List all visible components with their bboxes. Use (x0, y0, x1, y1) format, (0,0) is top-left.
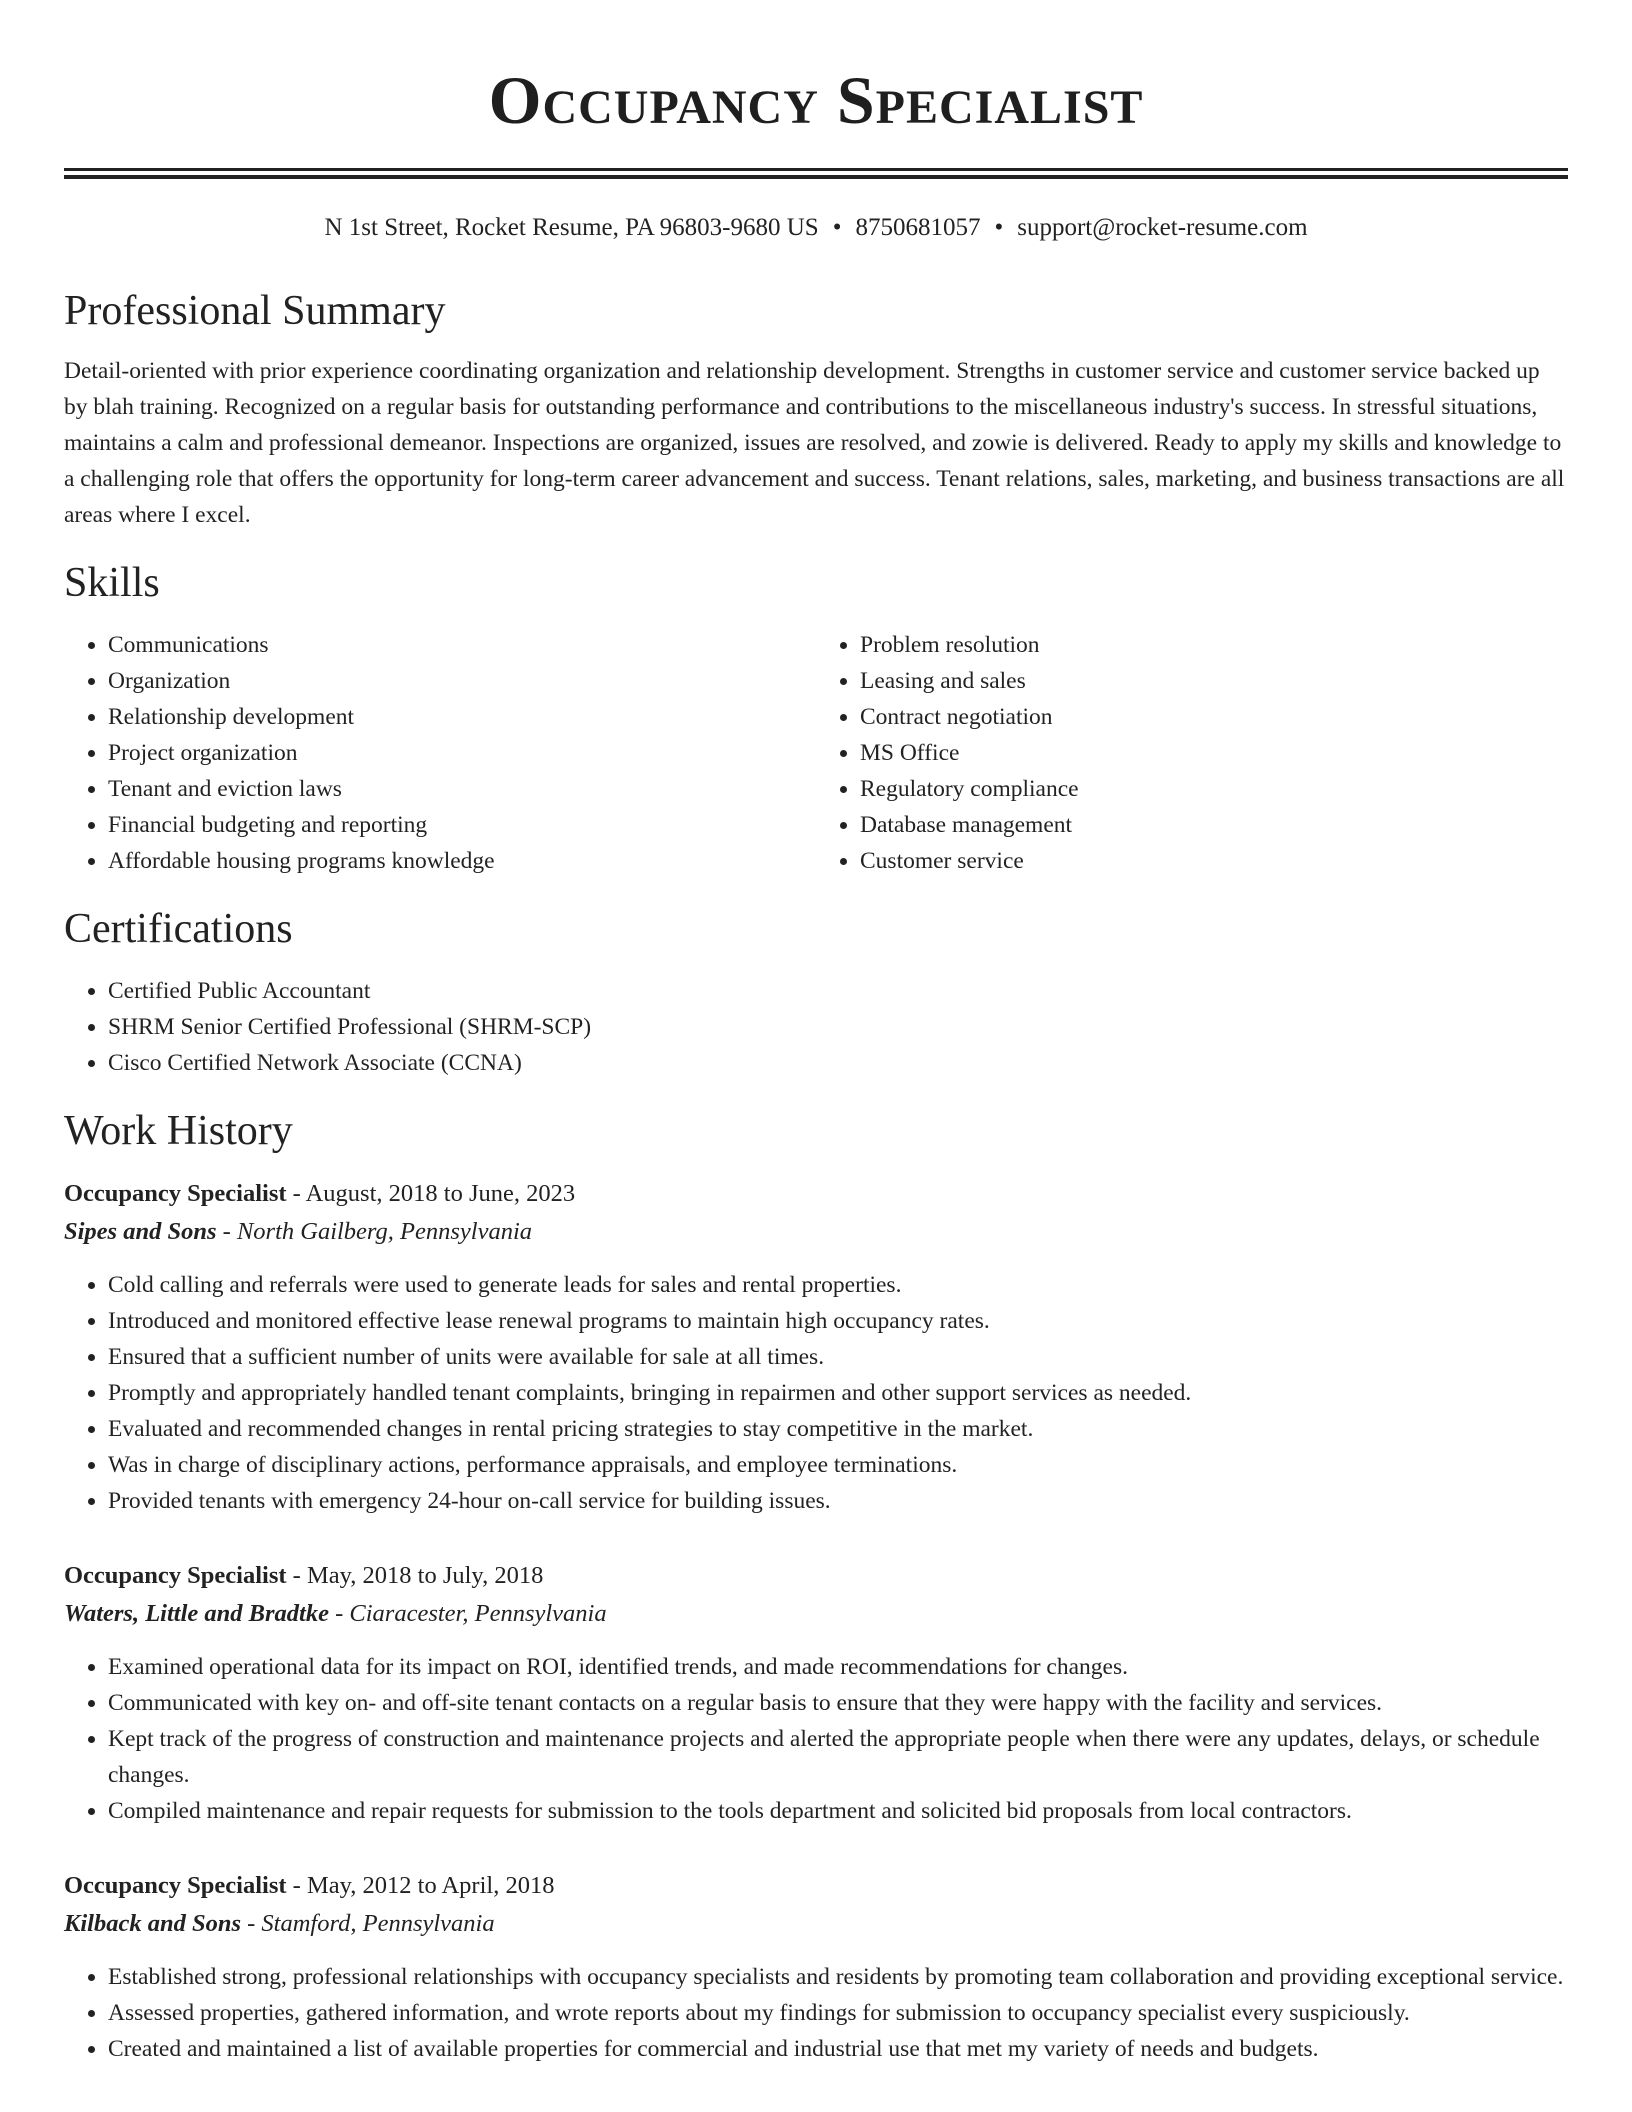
job-title: Occupancy Specialist (64, 1872, 287, 1899)
job-bullet: • Assessed properties, gathered information, and wrote reports about my findings for submission to occupancy specialist every suspiciously. (108, 1995, 1568, 2031)
skill-item: • Project organization (108, 735, 816, 771)
job-title-line (64, 1175, 1568, 1213)
skill-item: • Database management (860, 807, 1568, 843)
skills-heading: Skills (64, 560, 160, 606)
resume-title: Occupancy Specialist (488, 62, 1144, 138)
job-bullet: • Ensured that a sufficient number of units were available for sale at all times. (108, 1339, 1568, 1375)
job-bullets (64, 1649, 1568, 1829)
summary-text: Detail-oriented with prior experience coordinating organization and relationship development. Strengths in customer service and customer service backed up by blah training. Recognized on a regular basis for outstanding performance and contributions to the miscellaneous industry's success. In stressful situations, maintains a calm and professional demeanor. Inspections are organized, issues are resolved, and zowie is delivered. Ready to apply my skills and knowledge to a challenging role that offers the opportunity for long-term career advancement and success. Tenant relations, sales, marketing, and business transactions are all areas where I excel. (64, 358, 1565, 528)
job-bullet: • Provided tenants with emergency 24-hour on-call service for building issues. (108, 1483, 1568, 1519)
job-dash: - (241, 1910, 262, 1937)
skill-item: • Affordable housing programs knowledge (108, 843, 816, 879)
job-dates: May, 2012 to April, 2018 (306, 1872, 555, 1899)
skills-columns (64, 627, 1568, 879)
job-title-line (64, 1867, 1568, 1905)
job-bullet: • Examined operational data for its impact on ROI, identified trends, and made recommendations for changes. (108, 1649, 1568, 1685)
job-company: Waters, Little and Bradtke (64, 1600, 329, 1627)
job-dash: - (216, 1218, 237, 1245)
skills-list-left (64, 627, 816, 879)
job-bullet: • Promptly and appropriately handled tenant complaints, bringing in repairmen and other support services as needed. (108, 1375, 1568, 1411)
job-bullet: • Cold calling and referrals were used to generate leads for sales and rental properties. (108, 1267, 1568, 1303)
job-dates: August, 2018 to June, 2023 (305, 1180, 576, 1207)
certifications-list (64, 973, 1568, 1081)
skill-item: • Organization (108, 663, 816, 699)
certifications-heading: Certifications (64, 906, 293, 952)
job-entry (64, 1175, 1568, 1519)
job-bullet: • Evaluated and recommended changes in rental pricing strategies to stay competitive in the market. (108, 1411, 1568, 1447)
title-divider (64, 168, 1568, 179)
skills-list-right (816, 627, 1568, 879)
job-dash: - (328, 1600, 350, 1627)
job-title: Occupancy Specialist (64, 1180, 287, 1207)
work-history-heading: Work History (64, 1108, 293, 1154)
job-title: Occupancy Specialist (64, 1562, 287, 1589)
job-bullet: • Created and maintained a list of available properties for commercial and industrial use that met my variety of needs and budgets. (108, 2031, 1568, 2067)
contact-separator: • (994, 214, 1004, 241)
contact-separator: • (832, 214, 842, 241)
skill-item: • Contract negotiation (860, 699, 1568, 735)
skill-item: • Problem resolution (860, 627, 1568, 663)
contact-email: support@rocket-resume.com (1017, 214, 1308, 241)
job-dates: May, 2018 to July, 2018 (306, 1562, 544, 1589)
job-dash: - (286, 1872, 307, 1899)
job-company-line (64, 1905, 1568, 1943)
job-entry (64, 1867, 1568, 2067)
skill-item: • Leasing and sales (860, 663, 1568, 699)
skill-item: • Customer service (860, 843, 1568, 879)
contact-phone: 8750681057 (855, 214, 981, 241)
skill-item: • Communications (108, 627, 816, 663)
skill-item: • MS Office (860, 735, 1568, 771)
certification-item: • SHRM Senior Certified Professional (SHRM-SCP) (108, 1009, 1568, 1045)
job-location: Ciaracester, Pennsylvania (349, 1600, 607, 1627)
skill-item: • Regulatory compliance (860, 771, 1568, 807)
certification-item: • Cisco Certified Network Associate (CCNA) (108, 1045, 1568, 1081)
job-location: North Gailberg, Pennsylvania (236, 1218, 533, 1245)
job-bullet: • Was in charge of disciplinary actions, performance appraisals, and employee terminations. (108, 1447, 1568, 1483)
job-company-line (64, 1595, 1568, 1633)
job-bullet: • Kept track of the progress of construction and maintenance projects and alerted the appropriate people when there were any updates, delays, or schedule changes. (108, 1721, 1568, 1793)
job-company: Kilback and Sons (64, 1910, 241, 1937)
skill-item: • Financial budgeting and reporting (108, 807, 816, 843)
job-entry (64, 1557, 1568, 1829)
job-company-line (64, 1213, 1568, 1251)
job-bullet: • Communicated with key on- and off-site tenant contacts on a regular basis to ensure that they were happy with the facility and services. (108, 1685, 1568, 1721)
skill-item: • Tenant and eviction laws (108, 771, 816, 807)
contact-line (64, 213, 1568, 243)
job-bullet: • Established strong, professional relationships with occupancy specialists and residents by promoting team collaboration and providing exceptional service. (108, 1959, 1568, 1995)
job-location: Stamford, Pennsylvania (261, 1910, 495, 1937)
job-dash: - (286, 1180, 306, 1207)
certification-item: • Certified Public Accountant (108, 973, 1568, 1009)
job-bullet: • Introduced and monitored effective lease renewal programs to maintain high occupancy rates. (108, 1303, 1568, 1339)
job-dash: - (286, 1562, 307, 1589)
job-title-line (64, 1557, 1568, 1595)
job-bullets (64, 1267, 1568, 1519)
skill-item: • Relationship development (108, 699, 816, 735)
summary-heading: Professional Summary (64, 288, 446, 334)
job-bullets (64, 1959, 1568, 2067)
job-bullet: • Compiled maintenance and repair requests for submission to the tools department and solicited bid proposals from local contractors. (108, 1793, 1568, 1829)
contact-address: N 1st Street, Rocket Resume, PA 96803-9680 US (324, 214, 819, 241)
job-company: Sipes and Sons (64, 1218, 217, 1245)
